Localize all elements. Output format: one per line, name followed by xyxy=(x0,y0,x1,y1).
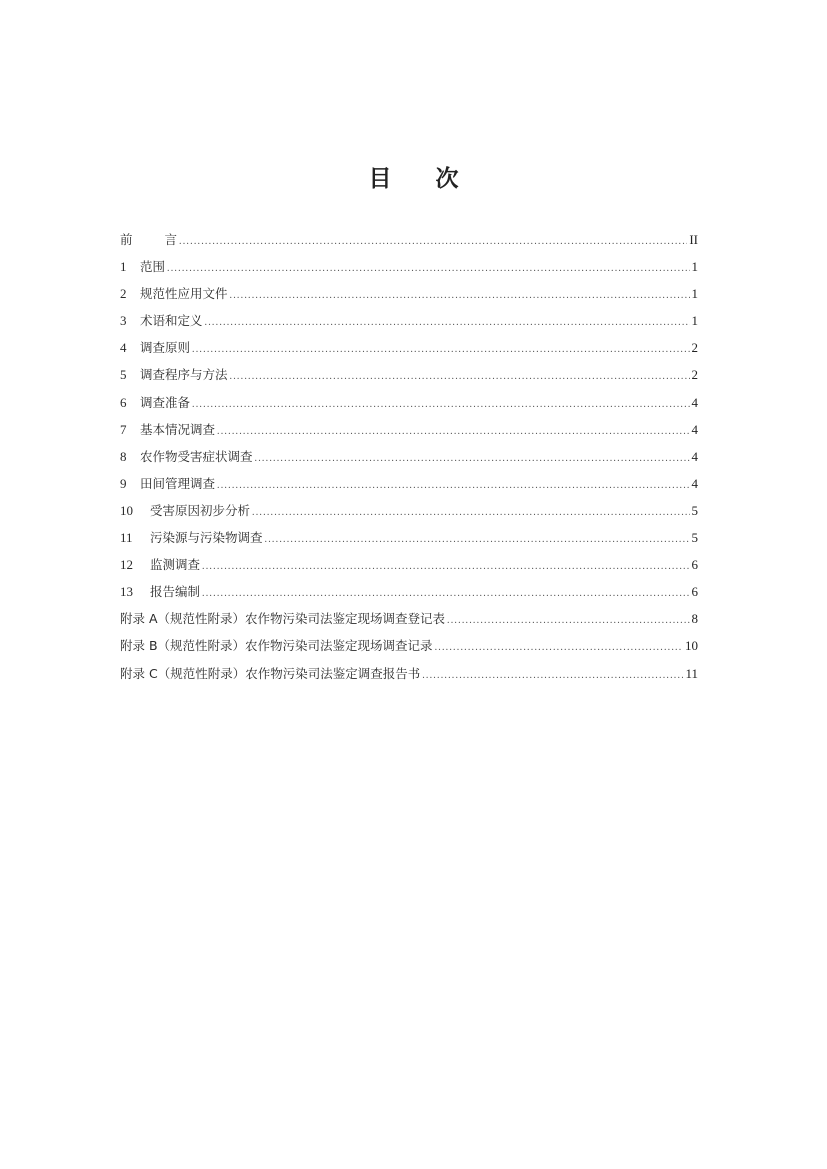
dot-leader xyxy=(252,503,689,523)
toc-page-number: 8 xyxy=(691,611,698,627)
toc-entry-section-2[interactable] xyxy=(120,284,698,311)
toc-page-number: 11 xyxy=(685,665,698,681)
toc-entry-label: 受害原因初步分析 xyxy=(150,502,251,518)
toc-page-number: II xyxy=(689,232,698,247)
toc-entry-label: 规范性应用文件 xyxy=(140,286,228,302)
title-char-1: 目 xyxy=(368,166,392,192)
dot-leader xyxy=(255,449,690,469)
toc-page-number: 1 xyxy=(691,286,698,302)
toc-entry-section-6[interactable] xyxy=(120,393,698,420)
toc-entry-preface[interactable] xyxy=(120,230,698,257)
dot-leader xyxy=(230,286,690,306)
toc-entry-label: 调查原则 xyxy=(140,340,191,356)
toc-entry-section-12[interactable] xyxy=(120,555,698,582)
section-number: 3 xyxy=(120,313,127,329)
title-char-2: 次 xyxy=(435,166,459,192)
dot-leader xyxy=(192,340,689,360)
section-number: 2 xyxy=(120,286,127,302)
section-number: 10 xyxy=(120,502,133,518)
dot-leader xyxy=(205,313,690,333)
dot-leader xyxy=(167,259,689,279)
toc-entry-label: 农作物受害症状调查 xyxy=(140,448,253,464)
toc-entry-label: 田间管理调查 xyxy=(140,475,216,491)
dot-leader xyxy=(217,476,689,496)
dot-leader xyxy=(265,530,690,550)
dot-leader xyxy=(179,232,687,252)
dot-leader xyxy=(230,367,690,387)
dot-leader xyxy=(435,638,683,658)
toc-entry-appendix-b[interactable] xyxy=(120,636,698,663)
toc-entry-section-3[interactable] xyxy=(120,311,698,338)
section-number: 7 xyxy=(120,421,127,437)
section-number: 13 xyxy=(120,584,133,600)
toc-entry-label: 术语和定义 xyxy=(140,313,203,329)
toc-page-number: 1 xyxy=(691,259,698,275)
toc-page-number: 4 xyxy=(691,394,698,410)
dot-leader xyxy=(217,422,689,442)
dot-leader xyxy=(202,584,689,604)
toc-entry-label: 前 言 xyxy=(120,232,178,247)
toc-entry-section-13[interactable] xyxy=(120,582,698,609)
toc-entry-label: 调查准备 xyxy=(140,394,191,410)
toc-entry-appendix-c[interactable] xyxy=(120,664,698,691)
dot-leader xyxy=(447,611,689,631)
toc-page-number: 4 xyxy=(691,475,698,491)
toc-entry-section-1[interactable] xyxy=(120,257,698,284)
toc-entry-label: 附录 C（规范性附录）农作物污染司法鉴定调查报告书 xyxy=(120,665,421,681)
dot-leader xyxy=(202,557,689,577)
toc-entry-section-10[interactable] xyxy=(120,501,698,528)
section-number: 9 xyxy=(120,475,127,491)
toc-entry-section-9[interactable] xyxy=(120,474,698,501)
toc-page-number: 6 xyxy=(691,557,698,573)
toc-page-number: 2 xyxy=(691,340,698,356)
section-number: 11 xyxy=(120,530,133,546)
section-number: 8 xyxy=(120,448,127,464)
section-number: 6 xyxy=(120,394,127,410)
toc-entry-section-7[interactable] xyxy=(120,420,698,447)
toc-entry-label: 污染源与污染物调查 xyxy=(150,530,263,546)
toc-entry-label: 报告编制 xyxy=(150,584,201,600)
toc-page-number: 2 xyxy=(691,367,698,383)
section-number: 1 xyxy=(120,259,127,275)
dot-leader xyxy=(192,395,689,415)
toc-entry-label: 范围 xyxy=(140,259,166,275)
toc-entry-appendix-a[interactable] xyxy=(120,609,698,636)
toc-entry-label: 监测调查 xyxy=(150,557,201,573)
toc-entry-label: 附录 B（规范性附录）农作物污染司法鉴定现场调查记录 xyxy=(120,638,433,654)
toc-entry-label: 调查程序与方法 xyxy=(140,367,228,383)
section-number: 5 xyxy=(120,367,127,383)
toc-page-number: 4 xyxy=(691,448,698,464)
toc-entry-label: 基本情况调查 xyxy=(140,421,216,437)
section-number: 12 xyxy=(120,557,133,573)
page-title xyxy=(0,160,827,193)
toc-page-number: 10 xyxy=(685,638,698,654)
dot-leader xyxy=(422,666,683,686)
toc-entry-section-11[interactable] xyxy=(120,528,698,555)
toc-page-number: 5 xyxy=(691,530,698,546)
table-of-contents xyxy=(120,230,698,691)
section-number: 4 xyxy=(120,340,127,356)
toc-page-number: 6 xyxy=(691,584,698,600)
toc-page-number: 4 xyxy=(691,421,698,437)
toc-page-number: 5 xyxy=(691,502,698,518)
toc-entry-section-8[interactable] xyxy=(120,447,698,474)
toc-entry-section-5[interactable] xyxy=(120,365,698,392)
toc-entry-label: 附录 A（规范性附录）农作物污染司法鉴定现场调查登记表 xyxy=(120,611,446,627)
toc-entry-section-4[interactable] xyxy=(120,338,698,365)
toc-page-number: 1 xyxy=(691,313,698,329)
